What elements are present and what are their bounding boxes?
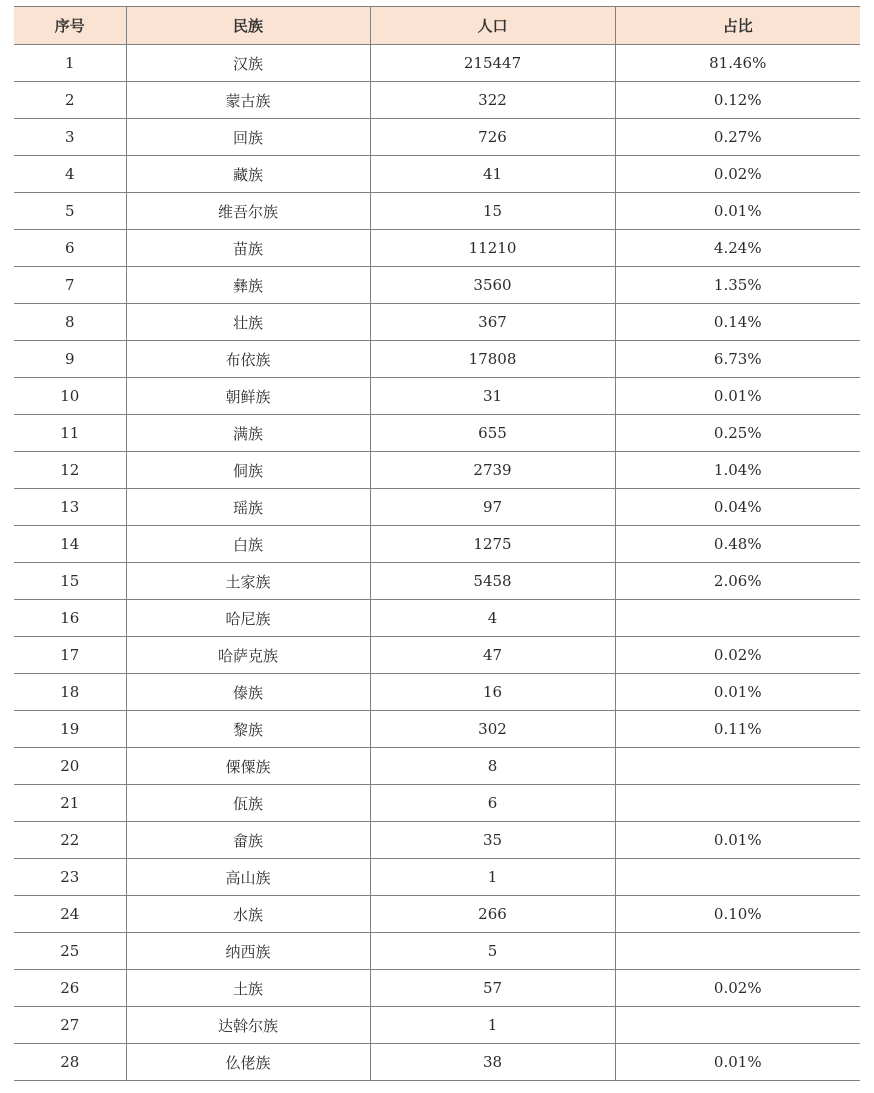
cell-population: 11210 <box>370 230 615 267</box>
cell-population: 655 <box>370 415 615 452</box>
cell-share: 0.10% <box>615 896 860 933</box>
cell-population: 215447 <box>370 45 615 82</box>
cell-ethnicity: 彝族 <box>126 267 370 304</box>
table-row <box>14 970 860 1007</box>
cell-index: 13 <box>14 489 126 526</box>
cell-index: 3 <box>14 119 126 156</box>
cell-share <box>615 1007 860 1044</box>
cell-population: 5 <box>370 933 615 970</box>
cell-index: 27 <box>14 1007 126 1044</box>
cell-ethnicity: 畲族 <box>126 822 370 859</box>
cell-ethnicity: 维吾尔族 <box>126 193 370 230</box>
header-ethnicity: 民族 <box>126 7 370 45</box>
cell-ethnicity: 白族 <box>126 526 370 563</box>
table-row <box>14 193 860 230</box>
cell-index: 28 <box>14 1044 126 1081</box>
cell-population: 38 <box>370 1044 615 1081</box>
cell-population: 3560 <box>370 267 615 304</box>
cell-share: 0.02% <box>615 156 860 193</box>
cell-index: 17 <box>14 637 126 674</box>
cell-ethnicity: 满族 <box>126 415 370 452</box>
cell-ethnicity: 藏族 <box>126 156 370 193</box>
table-row <box>14 563 860 600</box>
cell-share: 0.25% <box>615 415 860 452</box>
cell-share: 2.06% <box>615 563 860 600</box>
cell-share <box>615 933 860 970</box>
table-row <box>14 600 860 637</box>
cell-ethnicity: 蒙古族 <box>126 82 370 119</box>
table-row <box>14 45 860 82</box>
table-row <box>14 119 860 156</box>
cell-index: 24 <box>14 896 126 933</box>
table-row <box>14 822 860 859</box>
cell-index: 5 <box>14 193 126 230</box>
population-table-container <box>14 6 860 1081</box>
cell-ethnicity: 傈僳族 <box>126 748 370 785</box>
cell-share: 0.12% <box>615 82 860 119</box>
cell-index: 16 <box>14 600 126 637</box>
cell-index: 11 <box>14 415 126 452</box>
header-share: 占比 <box>615 7 860 45</box>
cell-ethnicity: 侗族 <box>126 452 370 489</box>
table-row <box>14 415 860 452</box>
cell-ethnicity: 哈尼族 <box>126 600 370 637</box>
cell-population: 1 <box>370 1007 615 1044</box>
cell-population: 17808 <box>370 341 615 378</box>
table-row <box>14 378 860 415</box>
cell-share: 0.01% <box>615 378 860 415</box>
cell-population: 8 <box>370 748 615 785</box>
cell-index: 9 <box>14 341 126 378</box>
cell-share: 0.02% <box>615 637 860 674</box>
cell-index: 4 <box>14 156 126 193</box>
cell-share: 0.02% <box>615 970 860 1007</box>
cell-population: 31 <box>370 378 615 415</box>
cell-index: 2 <box>14 82 126 119</box>
cell-population: 367 <box>370 304 615 341</box>
cell-share: 1.35% <box>615 267 860 304</box>
header-population: 人口 <box>370 7 615 45</box>
cell-population: 35 <box>370 822 615 859</box>
table-row <box>14 230 860 267</box>
cell-index: 19 <box>14 711 126 748</box>
table-row <box>14 637 860 674</box>
table-row <box>14 1044 860 1081</box>
table-header <box>14 7 860 45</box>
cell-population: 1 <box>370 859 615 896</box>
table-row <box>14 489 860 526</box>
table-row <box>14 156 860 193</box>
cell-population: 41 <box>370 156 615 193</box>
cell-population: 1275 <box>370 526 615 563</box>
cell-population: 57 <box>370 970 615 1007</box>
cell-index: 21 <box>14 785 126 822</box>
header-row <box>14 7 860 45</box>
cell-ethnicity: 傣族 <box>126 674 370 711</box>
cell-share <box>615 785 860 822</box>
cell-index: 26 <box>14 970 126 1007</box>
cell-share: 0.14% <box>615 304 860 341</box>
table-row <box>14 711 860 748</box>
cell-ethnicity: 高山族 <box>126 859 370 896</box>
cell-share: 0.01% <box>615 193 860 230</box>
cell-share <box>615 748 860 785</box>
cell-index: 23 <box>14 859 126 896</box>
cell-ethnicity: 水族 <box>126 896 370 933</box>
cell-population: 726 <box>370 119 615 156</box>
cell-share <box>615 600 860 637</box>
cell-ethnicity: 黎族 <box>126 711 370 748</box>
cell-ethnicity: 佤族 <box>126 785 370 822</box>
cell-population: 302 <box>370 711 615 748</box>
cell-index: 15 <box>14 563 126 600</box>
cell-share: 1.04% <box>615 452 860 489</box>
cell-share: 81.46% <box>615 45 860 82</box>
cell-share <box>615 859 860 896</box>
cell-share: 0.01% <box>615 822 860 859</box>
table-body <box>14 45 860 1081</box>
cell-index: 14 <box>14 526 126 563</box>
cell-share: 6.73% <box>615 341 860 378</box>
cell-ethnicity: 仫佬族 <box>126 1044 370 1081</box>
cell-index: 12 <box>14 452 126 489</box>
cell-share: 0.48% <box>615 526 860 563</box>
header-index: 序号 <box>14 7 126 45</box>
cell-index: 7 <box>14 267 126 304</box>
cell-share: 0.11% <box>615 711 860 748</box>
table-row <box>14 1007 860 1044</box>
cell-population: 4 <box>370 600 615 637</box>
table-row <box>14 82 860 119</box>
cell-share: 0.27% <box>615 119 860 156</box>
cell-ethnicity: 壮族 <box>126 304 370 341</box>
table-row <box>14 526 860 563</box>
cell-index: 8 <box>14 304 126 341</box>
table-row <box>14 785 860 822</box>
table-row <box>14 452 860 489</box>
table-row <box>14 859 860 896</box>
cell-ethnicity: 回族 <box>126 119 370 156</box>
table-row <box>14 267 860 304</box>
cell-index: 10 <box>14 378 126 415</box>
cell-index: 18 <box>14 674 126 711</box>
cell-ethnicity: 汉族 <box>126 45 370 82</box>
table-row <box>14 304 860 341</box>
cell-index: 1 <box>14 45 126 82</box>
cell-share: 0.01% <box>615 1044 860 1081</box>
cell-ethnicity: 哈萨克族 <box>126 637 370 674</box>
cell-ethnicity: 布依族 <box>126 341 370 378</box>
cell-population: 322 <box>370 82 615 119</box>
cell-share: 0.01% <box>615 674 860 711</box>
cell-population: 16 <box>370 674 615 711</box>
table-row <box>14 933 860 970</box>
cell-population: 15 <box>370 193 615 230</box>
cell-ethnicity: 土族 <box>126 970 370 1007</box>
table-row <box>14 748 860 785</box>
cell-ethnicity: 瑶族 <box>126 489 370 526</box>
cell-population: 6 <box>370 785 615 822</box>
table-row <box>14 674 860 711</box>
cell-ethnicity: 苗族 <box>126 230 370 267</box>
cell-population: 47 <box>370 637 615 674</box>
cell-index: 20 <box>14 748 126 785</box>
cell-population: 2739 <box>370 452 615 489</box>
cell-ethnicity: 朝鲜族 <box>126 378 370 415</box>
cell-population: 266 <box>370 896 615 933</box>
table-row <box>14 896 860 933</box>
cell-population: 5458 <box>370 563 615 600</box>
cell-share: 0.04% <box>615 489 860 526</box>
cell-population: 97 <box>370 489 615 526</box>
ethnic-population-table <box>14 6 860 1081</box>
cell-ethnicity: 达斡尔族 <box>126 1007 370 1044</box>
cell-ethnicity: 土家族 <box>126 563 370 600</box>
cell-ethnicity: 纳西族 <box>126 933 370 970</box>
cell-index: 25 <box>14 933 126 970</box>
cell-index: 22 <box>14 822 126 859</box>
cell-index: 6 <box>14 230 126 267</box>
table-row <box>14 341 860 378</box>
cell-share: 4.24% <box>615 230 860 267</box>
